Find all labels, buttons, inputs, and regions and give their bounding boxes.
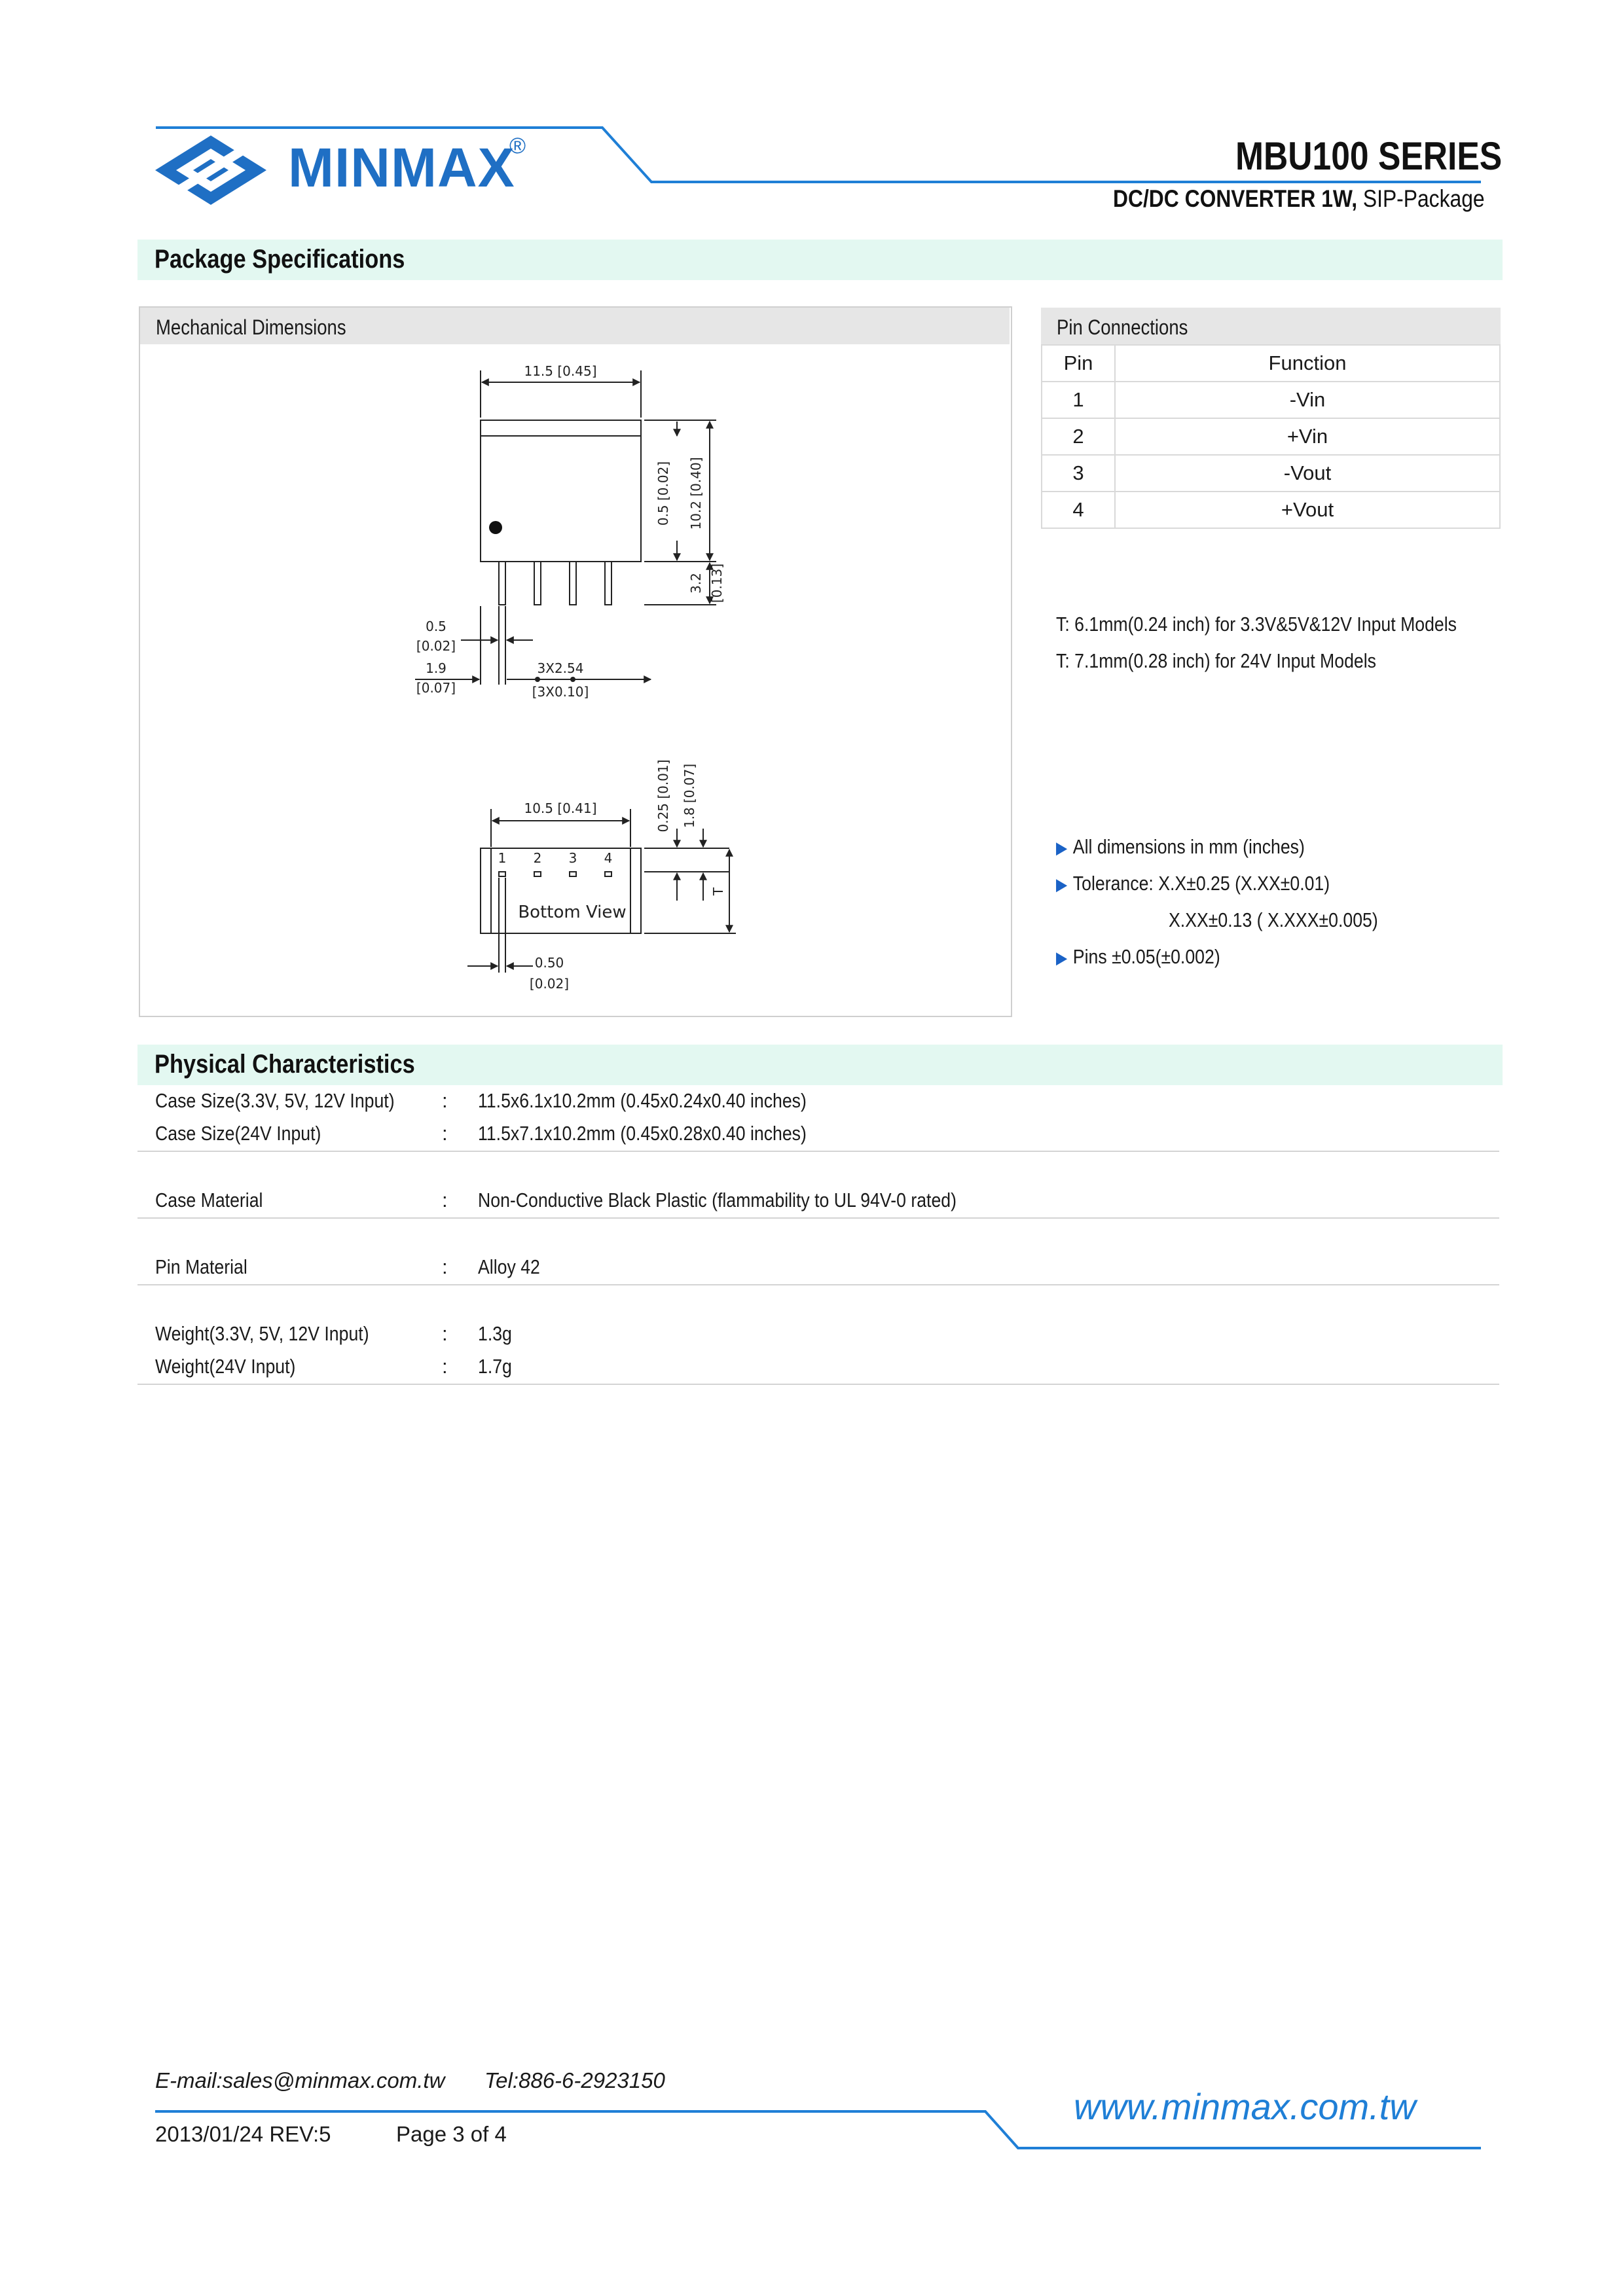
brand-name: MINMAX — [288, 137, 515, 198]
phys-value: 1.3g — [478, 1322, 512, 1345]
function-cell: +Vout — [1115, 492, 1500, 528]
series-subtitle — [1113, 185, 1485, 213]
dimension-note-4: ▶ Pins ±0.05(±0.002) — [1056, 945, 1220, 968]
pin-cell: 4 — [1042, 492, 1115, 528]
pin1-marker — [489, 521, 502, 534]
pin-cell: 2 — [1042, 418, 1115, 455]
dim-side-a: 0.25 [0.01] — [655, 759, 671, 833]
phys-label: Case Size(3.3V, 5V, 12V Input) — [155, 1089, 395, 1112]
table-row — [1042, 418, 1500, 455]
dim-top-offset: 0.5 [0.02] — [655, 461, 671, 526]
footer-website[interactable]: www.minmax.com.tw — [1074, 2086, 1416, 2127]
dim-bottom-pin-b: [0.02] — [529, 976, 570, 992]
dim-width: 11.5 [0.45] — [524, 363, 597, 379]
function-cell: +Vin — [1115, 418, 1500, 455]
header-pin: Pin — [1042, 345, 1115, 382]
phys-label: Weight(3.3V, 5V, 12V Input) — [155, 1322, 369, 1345]
phys-sep: : — [442, 1322, 448, 1345]
footer-page: Page 3 of 4 — [396, 2122, 507, 2146]
table-header-row — [1042, 345, 1500, 382]
dim-pitch-a: 3X2.54 — [537, 660, 584, 676]
row-divider — [137, 1384, 1499, 1385]
footer-tel: Tel:886-6-2923150 — [484, 2068, 665, 2092]
physical-bar — [137, 1045, 1503, 1085]
phys-label: Pin Material — [155, 1255, 247, 1278]
function-cell: -Vout — [1115, 455, 1500, 492]
phys-label: Weight(24V Input) — [155, 1355, 296, 1378]
function-cell: -Vin — [1115, 382, 1500, 418]
pin-number-4: 4 — [604, 850, 613, 866]
mechanical-title: Mechanical Dimensions — [156, 315, 346, 339]
header-function: Function — [1115, 345, 1500, 382]
dim-pin-length-a: 3.2 — [688, 573, 704, 594]
pin-cell: 1 — [1042, 382, 1115, 418]
row-divider — [137, 1284, 1499, 1285]
dimension-note-3: X.XX±0.13 ( X.XXX±0.005) — [1169, 908, 1378, 931]
table-row — [1042, 382, 1500, 418]
dim-side-b: 1.8 [0.07] — [682, 763, 697, 829]
dim-pin-width-b: [0.02] — [416, 638, 456, 654]
pin-number-1: 1 — [498, 850, 507, 866]
phys-label: Case Size(24V Input) — [155, 1122, 321, 1145]
footer-email[interactable]: E-mail:sales@minmax.com.tw — [155, 2068, 445, 2092]
row-divider — [137, 1217, 1499, 1219]
mechanical-drawing — [140, 344, 1008, 1012]
dim-bottom-width: 10.5 [0.41] — [524, 800, 597, 816]
package-specs-bar — [137, 240, 1503, 280]
mechanical-panel-header — [140, 308, 1010, 344]
pin-number-2: 2 — [533, 850, 542, 866]
pin-connections-title: Pin Connections — [1057, 315, 1188, 339]
series-title: MBU100 SERIES — [1235, 134, 1503, 178]
phys-label: Case Material — [155, 1189, 263, 1211]
phys-value: 1.7g — [478, 1355, 512, 1378]
table-row — [1042, 492, 1500, 528]
subtitle-bold: DC/DC CONVERTER 1W, — [1113, 185, 1358, 212]
dimension-note-1: ▶ All dimensions in mm (inches) — [1056, 835, 1305, 858]
pin-cell: 3 — [1042, 455, 1115, 492]
t-note-1: T: 6.1mm(0.24 inch) for 3.3V&5V&12V Input Models — [1056, 613, 1457, 636]
triangle-bullet-icon: ▶ — [1056, 838, 1068, 857]
pin-number-3: 3 — [568, 850, 577, 866]
physical-title: Physical Characteristics — [155, 1050, 415, 1079]
dim-bottom-pin-a: 0.50 — [534, 955, 564, 971]
phys-sep: : — [442, 1189, 448, 1211]
dimension-note-2: ▶ Tolerance: X.X±0.25 (X.XX±0.01) — [1056, 872, 1330, 895]
dim-pin-width-a: 0.5 — [426, 619, 447, 634]
phys-value: Alloy 42 — [478, 1255, 540, 1278]
dim-t-label: T — [710, 887, 726, 896]
table-row — [1042, 455, 1500, 492]
package-specs-title: Package Specifications — [155, 245, 405, 274]
triangle-bullet-icon: ▶ — [1056, 948, 1068, 967]
pin-connections-header — [1041, 308, 1501, 344]
phys-value: 11.5x6.1x10.2mm (0.45x0.24x0.40 inches) — [478, 1089, 807, 1112]
row-divider — [137, 1151, 1499, 1152]
triangle-bullet-icon: ▶ — [1056, 874, 1068, 894]
phys-sep: : — [442, 1355, 448, 1378]
bottom-view-label: Bottom View — [518, 903, 627, 922]
pin-connections-table — [1041, 344, 1501, 529]
phys-sep: : — [442, 1122, 448, 1145]
phys-sep: : — [442, 1255, 448, 1278]
dim-pin-edge-b: [0.07] — [416, 680, 456, 696]
minmax-logo-icon — [154, 134, 268, 206]
footer-date-rev: 2013/01/24 REV:5 — [155, 2122, 331, 2146]
dim-height: 10.2 [0.40] — [688, 457, 704, 530]
subtitle-rest: SIP-Package — [1362, 185, 1485, 212]
phys-sep: : — [442, 1089, 448, 1112]
dim-pitch-b: [3X0.10] — [532, 684, 589, 700]
phys-value: 11.5x7.1x10.2mm (0.45x0.28x0.40 inches) — [478, 1122, 807, 1145]
dim-pin-length-b: [0.13] — [709, 563, 725, 603]
t-note-2: T: 7.1mm(0.28 inch) for 24V Input Models — [1056, 649, 1377, 672]
registered-mark: ® — [509, 134, 526, 158]
dim-pin-edge-a: 1.9 — [426, 660, 447, 676]
phys-value: Non-Conductive Black Plastic (flammability to UL 94V-0 rated) — [478, 1189, 957, 1211]
module-body-outline — [481, 420, 641, 562]
